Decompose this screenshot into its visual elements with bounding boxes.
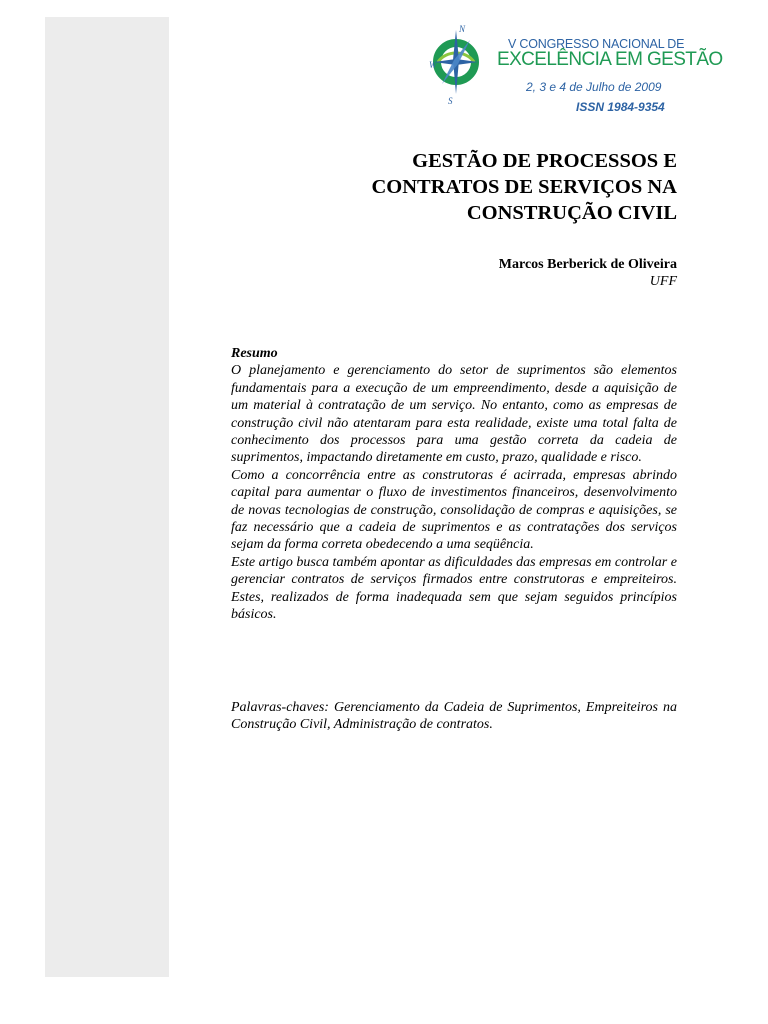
compass-logo-icon	[426, 20, 496, 110]
author-affiliation: UFF	[649, 274, 677, 289]
issn-label: ISSN 1984-9354	[576, 100, 665, 114]
abstract-paragraph: Como a concorrência entre as construtoras é acirrada, empresas abrindo capital para aumentar o fluxo de investimentos financeiros, desenvolvimento de novas tecnologias de construção, consolidação de compras e aquisições, se faz necessário que a cadeia de suprimentos e as contratações dos serviços sejam da forma correta obedecendo a uma seqüência.	[231, 467, 677, 553]
abstract-paragraph: Este artigo busca também apontar as dificuldades das empresas em controlar e gerenciar contratos de serviços firmados entre construtoras e empreiteiros. Estes, realizados de forma inadequada sem que sejam seguidos princípios básicos.	[231, 554, 677, 623]
paper-title-line: CONSTRUÇÃO CIVIL	[466, 202, 677, 224]
left-gray-band	[45, 17, 169, 977]
paper-title-line: CONTRATOS DE SERVIÇOS NA	[371, 176, 677, 198]
compass-west-label: W	[429, 60, 437, 70]
author-block	[499, 256, 677, 290]
paper-title-line: GESTÃO DE PROCESSOS E	[412, 150, 677, 172]
conference-name-line2: EXCELÊNCIA EM GESTÃO	[497, 49, 723, 70]
abstract-heading: Resumo	[231, 346, 278, 361]
paper-title	[257, 148, 677, 226]
abstract-paragraph: O planejamento e gerenciamento do setor de suprimentos são elementos fundamentais para a execução de um empreendimento, desde a aquisição de um material à contratação de um serviço. No entanto, como as empresas de construção civil não atentaram para esta realidade, existe uma total falta de conhecimento dos processos para uma gestão correta da cadeia de suprimentos, impactando diretamente em custo, prazo, qualidade e risco.	[231, 363, 677, 466]
conference-name-line1: V CONGRESSO NACIONAL DE	[508, 37, 685, 51]
compass-north-label: N	[459, 24, 466, 34]
keywords-paragraph: Palavras-chaves: Gerenciamento da Cadeia de Suprimentos, Empreiteiros na Construção Civil, Administração de contratos.	[231, 700, 677, 733]
author-name: Marcos Berberick de Oliveira	[498, 257, 677, 272]
abstract-section	[231, 345, 677, 624]
conference-dates: 2, 3 e 4 de Julho de 2009	[526, 80, 662, 94]
compass-south-label: S	[448, 96, 453, 106]
